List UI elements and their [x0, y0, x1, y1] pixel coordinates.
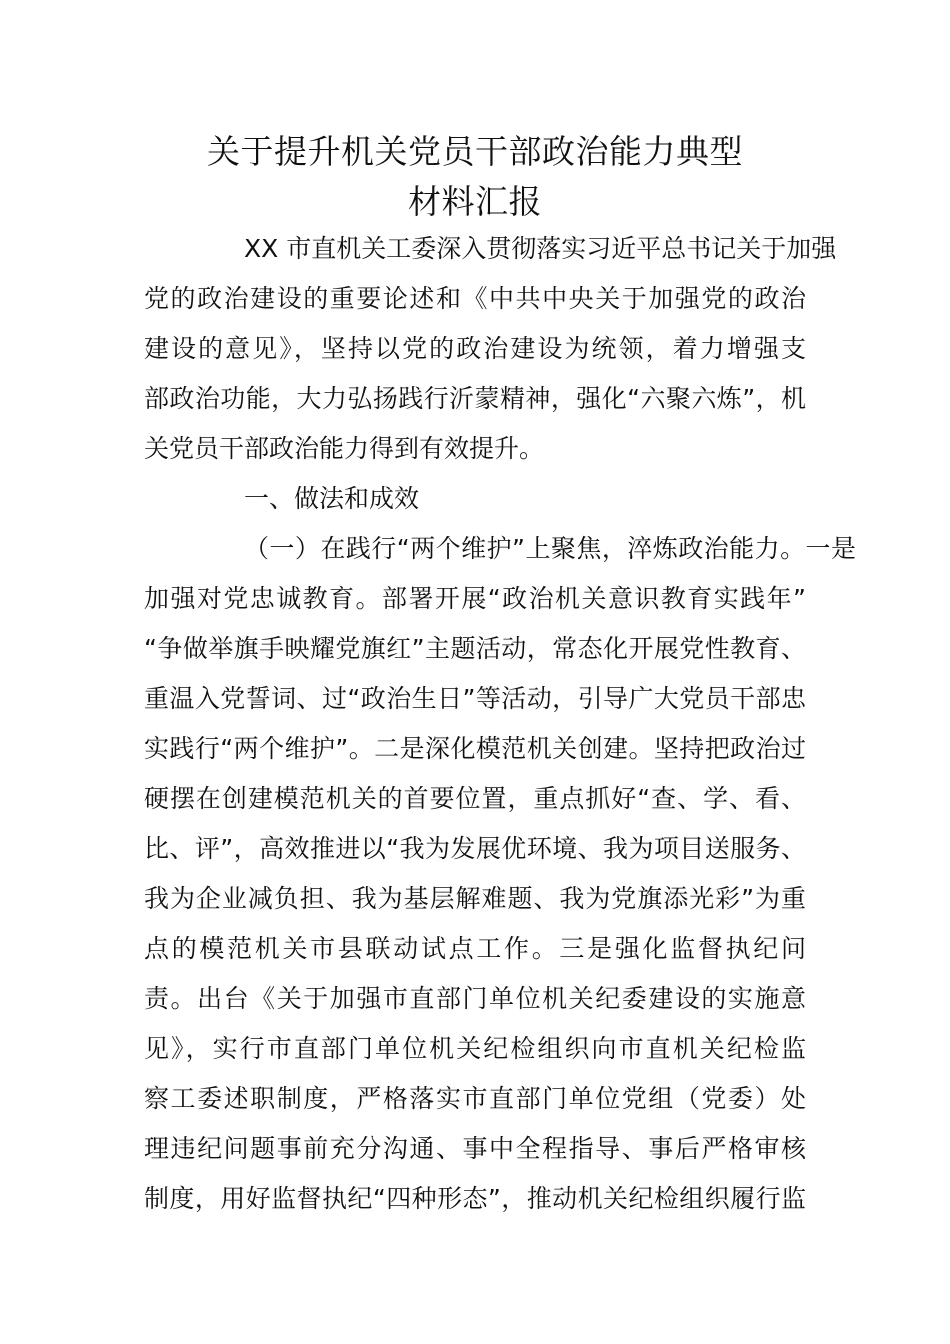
paragraph-line: 比、评”，高效推进以“我为发展优环境、我为项目送服务、 [144, 834, 806, 863]
paragraph-line: 制度，用好监督执纪“四种形态”，推动机关纪检组织履行监 [144, 1184, 806, 1213]
paragraph-line: 硬摆在创建模范机关的首要位置，重点抓好“查、学、看、 [144, 784, 806, 813]
paragraph-line: 点的模范机关市县联动试点工作。三是强化监督执纪问 [144, 934, 806, 963]
paragraph-line: 我为企业减负担、我为基层解难题、我为党旗添光彩”为重 [144, 884, 806, 913]
paragraph-line: 见》，实行市直部门单位机关纪检组织向市直机关纪检监 [144, 1034, 806, 1063]
paragraph-line: XX 市直机关工委深入贯彻落实习近平总书记关于加强 [244, 234, 837, 263]
paragraph-line: 建设的意见》，坚持以党的政治建设为统领，着力增强支 [144, 334, 806, 363]
paragraph-line: “争做举旗手映耀党旗红”主题活动，常态化开展党性教育、 [144, 634, 806, 663]
paragraph-line: 察工委述职制度，严格落实市直部门单位党组（党委）处 [144, 1084, 806, 1113]
document-title-line-2: 材料汇报 [408, 182, 542, 221]
paragraph-line: 关党员干部政治能力得到有效提升。 [144, 434, 545, 463]
paragraph-line: 责。出台《关于加强市直部门单位机关纪委建设的实施意 [144, 984, 806, 1013]
paragraph-line: 实践行“两个维护”。二是深化模范机关创建。坚持把政治过 [144, 734, 806, 763]
document-title-line-1: 关于提升机关党员干部政治能力典型 [207, 132, 743, 171]
paragraph-line: 加强对党忠诚教育。部署开展“政治机关意识教育实践年” [144, 584, 806, 613]
paragraph-line: 重温入党誓词、过“政治生日”等活动，引导广大党员干部忠 [144, 684, 806, 713]
paragraph-line: 理违纪问题事前充分沟通、事中全程指导、事后严格审核 [144, 1134, 806, 1163]
paragraph-line: 部政治功能，大力弘扬践行沂蒙精神，强化“六聚六炼”，机 [144, 384, 806, 413]
section-heading: 一、做法和成效 [244, 484, 420, 513]
paragraph-line: 党的政治建设的重要论述和《中共中央关于加强党的政治 [144, 284, 806, 313]
paragraph-line: （一）在践行“两个维护”上聚焦，淬炼政治能力。一是 [244, 534, 856, 563]
